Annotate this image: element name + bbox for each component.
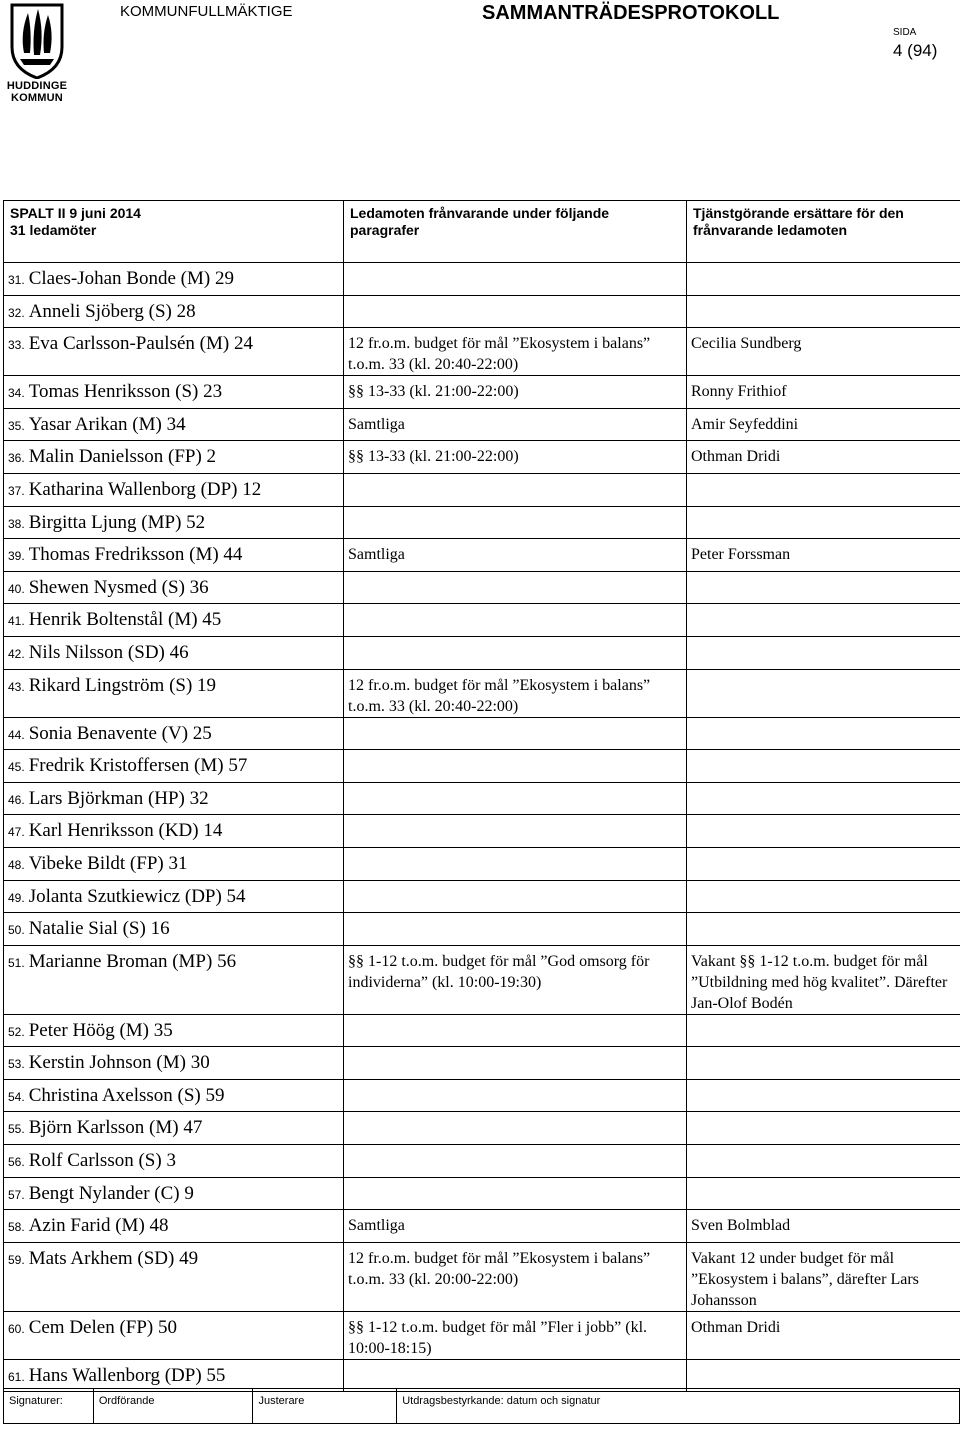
member-name: Natalie Sial (S) 16	[28, 918, 170, 940]
member-name: Azin Farid (M) 48	[28, 1215, 169, 1237]
table-row	[4, 1047, 960, 1080]
absent-paragraphs-cell	[344, 815, 687, 848]
table-row	[4, 1311, 960, 1359]
table-row	[4, 1177, 960, 1210]
member-number: 44.	[8, 727, 25, 742]
member-cell	[4, 441, 344, 474]
member-number: 32.	[8, 305, 25, 320]
absent-paragraphs-cell	[344, 1047, 687, 1080]
table-row	[4, 376, 960, 409]
table-row	[4, 1112, 960, 1145]
table-row	[4, 408, 960, 441]
attendance-table	[3, 200, 960, 1392]
substitute-cell	[687, 263, 960, 296]
table-row	[4, 1014, 960, 1047]
member-cell	[4, 408, 344, 441]
table-row	[4, 263, 960, 296]
member-cell	[4, 847, 344, 880]
table-row	[4, 1210, 960, 1243]
substitute-cell	[687, 1210, 960, 1243]
absent-paragraphs: §§ 13-33 (kl. 21:00-22:00)	[348, 448, 519, 466]
member-cell	[4, 945, 344, 1014]
substitute-cell	[687, 441, 960, 474]
substitute-name: Vakant §§ 1-12 t.o.m. budget för mål ”Utbildning med hög kvalitet”. Därefter Jan-Olof Bodén	[691, 952, 948, 1012]
substitute-cell	[687, 408, 960, 441]
header-col-members-line-2: 31 ledamöter	[10, 222, 97, 238]
absent-paragraphs-cell	[344, 1311, 687, 1359]
member-number: 42.	[8, 646, 25, 661]
substitute-name: Ronny Frithiof	[691, 383, 787, 401]
member-cell	[4, 1079, 344, 1112]
substitute-name: Peter Forssman	[691, 546, 791, 564]
substitute-cell	[687, 295, 960, 328]
member-name: Yasar Arikan (M) 34	[28, 413, 186, 435]
member-name: Mats Arkhem (SD) 49	[28, 1247, 199, 1269]
table-row	[4, 1079, 960, 1112]
member-number: 38.	[8, 516, 25, 531]
member-name: Birgitta Ljung (MP) 52	[28, 511, 206, 533]
member-number: 49.	[8, 890, 25, 905]
member-name: Rolf Carlsson (S) 3	[28, 1150, 176, 1172]
member-name: Fredrik Kristoffersen (M) 57	[28, 755, 248, 777]
substitute-cell	[687, 376, 960, 409]
absent-paragraphs: §§ 13-33 (kl. 21:00-22:00)	[348, 383, 519, 401]
absent-paragraphs-cell	[344, 913, 687, 946]
substitute-cell	[687, 847, 960, 880]
member-cell	[4, 1311, 344, 1359]
footer-justerare: Justerare	[253, 1389, 397, 1423]
member-cell	[4, 750, 344, 783]
member-cell	[4, 1177, 344, 1210]
member-name: Sonia Benavente (V) 25	[28, 722, 212, 744]
substitute-cell	[687, 506, 960, 539]
substitute-cell	[687, 539, 960, 572]
absent-paragraphs-cell	[344, 636, 687, 669]
member-name: Nils Nilsson (SD) 46	[28, 641, 189, 663]
table-row	[4, 1145, 960, 1178]
member-cell	[4, 913, 344, 946]
page-number: 4 (94)	[893, 41, 938, 60]
table-row	[4, 295, 960, 328]
member-cell	[4, 717, 344, 750]
absent-paragraphs: Samtliga	[348, 1217, 405, 1235]
table-row	[4, 441, 960, 474]
member-number: 45.	[8, 760, 25, 775]
member-name: Björn Karlsson (M) 47	[28, 1117, 203, 1139]
substitute-cell	[687, 1177, 960, 1210]
table-row	[4, 539, 960, 572]
member-name: Jolanta Szutkiewicz (DP) 54	[28, 885, 246, 907]
substitute-name: Othman Dridi	[691, 1318, 781, 1336]
substitute-name: Amir Seyfeddini	[691, 415, 799, 433]
footer-signaturer: Signaturer:	[4, 1389, 94, 1423]
member-number: 61.	[8, 1369, 25, 1384]
absent-paragraphs: §§ 1-12 t.o.m. budget för mål ”Fler i jobb” (kl. 10:00-18:15)	[348, 1318, 648, 1357]
absent-paragraphs: Samtliga	[348, 546, 405, 564]
member-number: 57.	[8, 1187, 25, 1202]
member-number: 41.	[8, 614, 25, 629]
member-cell	[4, 669, 344, 717]
substitute-cell	[687, 604, 960, 637]
substitute-cell	[687, 571, 960, 604]
table-row	[4, 1242, 960, 1311]
member-cell	[4, 263, 344, 296]
member-number: 37.	[8, 483, 25, 498]
table-row	[4, 750, 960, 783]
member-number: 43.	[8, 679, 25, 694]
member-cell	[4, 1210, 344, 1243]
member-number: 33.	[8, 338, 25, 353]
member-cell	[4, 376, 344, 409]
huddinge-logo	[4, 3, 70, 107]
absent-paragraphs-cell	[344, 847, 687, 880]
member-cell	[4, 506, 344, 539]
substitute-cell	[687, 1242, 960, 1311]
member-cell	[4, 473, 344, 506]
absent-paragraphs-cell	[344, 1242, 687, 1311]
absent-paragraphs-cell	[344, 328, 687, 376]
header-col-absent	[344, 201, 687, 263]
substitute-cell	[687, 1014, 960, 1047]
member-number: 51.	[8, 955, 25, 970]
member-number: 31.	[8, 273, 25, 287]
member-cell	[4, 1014, 344, 1047]
member-number: 40.	[8, 581, 25, 596]
absent-paragraphs-cell	[344, 295, 687, 328]
absent-paragraphs-cell	[344, 441, 687, 474]
member-number: 60.	[8, 1321, 25, 1336]
member-number: 53.	[8, 1057, 25, 1072]
substitute-name: Vakant 12 under budget för mål ”Ekosystem i balans”, därefter Lars Johansson	[691, 1249, 919, 1309]
absent-paragraphs-cell	[344, 473, 687, 506]
member-name: Shewen Nysmed (S) 36	[28, 576, 209, 598]
substitute-cell	[687, 1112, 960, 1145]
table-row	[4, 880, 960, 913]
absent-paragraphs-cell	[344, 880, 687, 913]
substitute-cell	[687, 669, 960, 717]
absent-paragraphs-cell	[344, 263, 687, 296]
member-name: Vibeke Bildt (FP) 31	[28, 852, 188, 874]
header-body: KOMMUNFULLMÄKTIGE	[120, 3, 293, 20]
member-name: Rikard Lingström (S) 19	[28, 674, 217, 696]
absent-paragraphs: 12 fr.o.m. budget för mål ”Ekosystem i balans” t.o.m. 33 (kl. 20:00-22:00)	[348, 1249, 651, 1288]
absent-paragraphs-cell	[344, 1177, 687, 1210]
header-col-substitute-line-1: Tjänstgörande ersättare för den	[693, 205, 904, 221]
substitute-cell	[687, 636, 960, 669]
member-name: Lars Björkman (HP) 32	[28, 787, 209, 809]
table-row	[4, 815, 960, 848]
table-row	[4, 328, 960, 376]
absent-paragraphs-cell	[344, 669, 687, 717]
table-row	[4, 913, 960, 946]
substitute-cell	[687, 1047, 960, 1080]
member-cell	[4, 571, 344, 604]
member-number: 46.	[8, 792, 25, 807]
absent-paragraphs-cell	[344, 604, 687, 637]
member-number: 47.	[8, 825, 25, 840]
absent-paragraphs: 12 fr.o.m. budget för mål ”Ekosystem i balans” t.o.m. 33 (kl. 20:40-22:00)	[348, 676, 651, 715]
substitute-cell	[687, 1145, 960, 1178]
substitute-name: Othman Dridi	[691, 448, 781, 466]
member-number: 52.	[8, 1024, 25, 1039]
substitute-cell	[687, 782, 960, 815]
member-cell	[4, 1112, 344, 1145]
logo-line-1: HUDDINGE	[6, 80, 68, 92]
absent-paragraphs-cell	[344, 1014, 687, 1047]
table-row	[4, 945, 960, 1014]
footer-ordforande: Ordförande	[94, 1389, 254, 1423]
table-header-row	[4, 201, 960, 263]
signature-footer	[3, 1388, 960, 1424]
table-row	[4, 506, 960, 539]
table-row	[4, 636, 960, 669]
member-number: 36.	[8, 451, 25, 466]
member-number: 55.	[8, 1122, 25, 1137]
absent-paragraphs-cell	[344, 1145, 687, 1178]
member-name: Tomas Henriksson (S) 23	[28, 381, 223, 403]
table-row	[4, 473, 960, 506]
table-row	[4, 604, 960, 637]
substitute-cell	[687, 1079, 960, 1112]
municipal-crest-icon	[10, 3, 64, 79]
table-body	[4, 263, 960, 1392]
substitute-name: Sven Bolmblad	[691, 1217, 791, 1235]
member-cell	[4, 782, 344, 815]
page-label: SIDA	[893, 27, 917, 38]
table-row	[4, 847, 960, 880]
member-cell	[4, 1242, 344, 1311]
header-col-absent-line-1: Ledamoten frånvarande under följande	[350, 205, 610, 221]
member-name: Thomas Fredriksson (M) 44	[28, 544, 243, 566]
header-col-substitute	[687, 201, 960, 263]
member-cell	[4, 539, 344, 572]
absent-paragraphs-cell	[344, 539, 687, 572]
table-row	[4, 669, 960, 717]
absent-paragraphs-cell	[344, 571, 687, 604]
table-row	[4, 782, 960, 815]
member-cell	[4, 815, 344, 848]
member-name: Peter Höög (M) 35	[28, 1019, 173, 1041]
member-cell	[4, 636, 344, 669]
substitute-cell	[687, 1311, 960, 1359]
substitute-cell	[687, 815, 960, 848]
logo-text	[4, 80, 70, 104]
member-name: Malin Danielsson (FP) 2	[28, 446, 217, 468]
member-name: Katharina Wallenborg (DP) 12	[28, 478, 262, 500]
header-col-members	[4, 201, 344, 263]
member-number: 35.	[8, 418, 25, 433]
logo-line-2: KOMMUN	[11, 92, 63, 104]
member-cell	[4, 1145, 344, 1178]
absent-paragraphs-cell	[344, 782, 687, 815]
header-col-absent-line-2: paragrafer	[350, 222, 420, 238]
substitute-cell	[687, 473, 960, 506]
member-number: 58.	[8, 1220, 25, 1235]
substitute-name: Cecilia Sundberg	[691, 335, 802, 353]
member-number: 34.	[8, 386, 25, 401]
member-cell	[4, 1047, 344, 1080]
member-name: Henrik Boltenstål (M) 45	[28, 609, 222, 631]
header-title: SAMMANTRÄDESPROTOKOLL	[482, 2, 780, 24]
header-col-substitute-line-2: frånvarande ledamoten	[693, 222, 848, 238]
member-name: Christina Axelsson (S) 59	[28, 1084, 225, 1106]
table-row	[4, 571, 960, 604]
header-col-members-line-1: SPALT II 9 juni 2014	[10, 205, 141, 221]
member-name: Eva Carlsson-Paulsén (M) 24	[28, 333, 253, 355]
substitute-cell	[687, 717, 960, 750]
member-name: Karl Henriksson (KD) 14	[28, 820, 223, 842]
member-cell	[4, 295, 344, 328]
absent-paragraphs-cell	[344, 376, 687, 409]
member-cell	[4, 880, 344, 913]
absent-paragraphs: §§ 1-12 t.o.m. budget för mål ”God omsorg för individerna” (kl. 10:00-19:30)	[348, 952, 650, 991]
absent-paragraphs-cell	[344, 506, 687, 539]
absent-paragraphs-cell	[344, 1112, 687, 1145]
member-cell	[4, 328, 344, 376]
member-name: Claes-Johan Bonde (M) 29	[28, 268, 234, 289]
substitute-cell	[687, 328, 960, 376]
substitute-cell	[687, 750, 960, 783]
member-number: 59.	[8, 1252, 25, 1267]
member-number: 50.	[8, 923, 25, 938]
member-number: 54.	[8, 1089, 25, 1104]
table-row	[4, 717, 960, 750]
member-cell	[4, 604, 344, 637]
member-name: Anneli Sjöberg (S) 28	[28, 300, 196, 322]
absent-paragraphs-cell	[344, 1210, 687, 1243]
member-name: Kerstin Johnson (M) 30	[28, 1052, 210, 1074]
member-number: 56.	[8, 1155, 25, 1170]
substitute-cell	[687, 913, 960, 946]
member-name: Bengt Nylander (C) 9	[28, 1182, 194, 1204]
absent-paragraphs: 12 fr.o.m. budget för mål ”Ekosystem i balans” t.o.m. 33 (kl. 20:40-22:00)	[348, 335, 651, 374]
absent-paragraphs-cell	[344, 717, 687, 750]
substitute-cell	[687, 945, 960, 1014]
member-name: Marianne Broman (MP) 56	[28, 950, 237, 972]
member-number: 39.	[8, 549, 25, 564]
absent-paragraphs-cell	[344, 408, 687, 441]
absent-paragraphs-cell	[344, 750, 687, 783]
substitute-cell	[687, 880, 960, 913]
absent-paragraphs-cell	[344, 1079, 687, 1112]
member-name: Cem Delen (FP) 50	[28, 1316, 177, 1338]
footer-utdragsbestyrkande: Utdragsbestyrkande: datum och signatur	[402, 1395, 601, 1407]
member-name: Hans Wallenborg (DP) 55	[28, 1364, 226, 1386]
absent-paragraphs-cell	[344, 945, 687, 1014]
member-number: 48.	[8, 857, 25, 872]
absent-paragraphs: Samtliga	[348, 415, 405, 433]
